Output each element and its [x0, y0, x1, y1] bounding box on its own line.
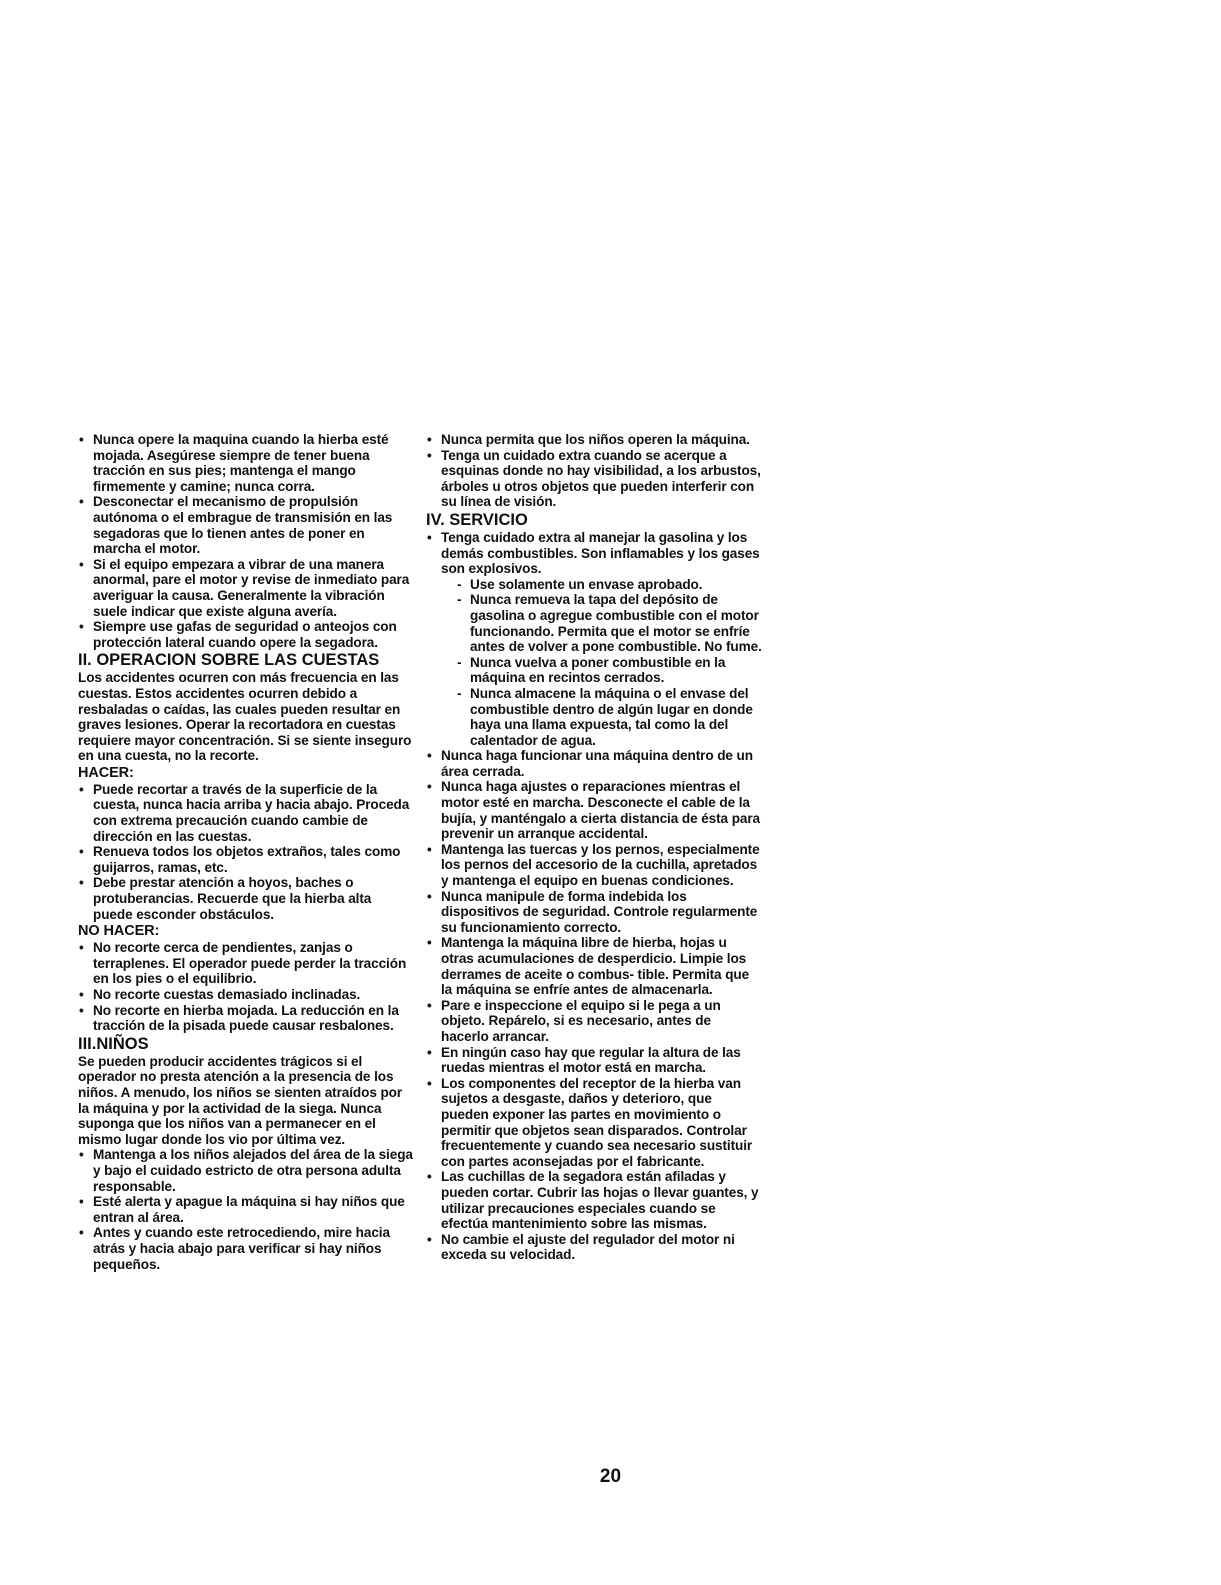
list-item: • Mantenga a los niños alejados del área de la siega y bajo el cuidado estricto de otra persona adulta responsable.	[78, 1147, 414, 1194]
subheading-dont: NO HACER:	[78, 923, 160, 940]
children-list	[78, 1147, 414, 1272]
dash-item: - Nunca almacene la máquina o el envase del combustible dentro de algún lugar en donde haya una llama expuesta, tal como la del calentador de agua.	[457, 686, 762, 748]
list-item: • Nunca manipule de forma indebida los dispositivos de seguridad. Controle regularmente su funcionamiento correcto.	[426, 889, 762, 936]
section-heading-children: III.NIÑOS	[78, 1034, 149, 1053]
list-item: • Renueva todos los objetos extraños, tales como guijarros, ramas, etc.	[78, 844, 414, 875]
fuel-dash-list	[441, 577, 762, 749]
do-list	[78, 782, 414, 922]
section-paragraph-children: Se pueden producir accidentes trágicos si el operador no presta atención a la presencia de los niños. A menudo, los niños se sienten atraídos por la máquina y por la actividad de la siega. Nunca suponga que los niños van a permanecer en el mismo lugar donde los vio por última vez.	[78, 1053, 403, 1147]
dash-item: - Use solamente un envase aprobado.	[457, 577, 762, 593]
list-item: • Esté alerta y apague la máquina si hay niños que entran al área.	[78, 1194, 414, 1225]
subheading-do: HACER:	[78, 764, 134, 781]
right-intro-list	[426, 432, 762, 510]
list-item: • Las cuchillas de la segadora están afiladas y pueden cortar. Cubrir las hojas o llevar guantes, y utilizar precauciones especiales cuando se efectúa mantenimiento sobre las mismas.	[426, 1169, 762, 1231]
list-item	[426, 530, 762, 748]
list-item: • Nunca permita que los niños operen la máquina.	[426, 432, 762, 448]
list-item: • En ningún caso hay que regular la altura de las ruedas mientras el motor está en marcha.	[426, 1045, 762, 1076]
list-item: • No recorte cerca de pendientes, zanjas o terraplenes. El operador puede perder la tracción en los pies o el equilibrio.	[78, 940, 414, 987]
list-item: • Puede recortar a través de la superficie de la cuesta, nunca hacia arriba y hacia abajo. Proceda con extrema precaución cuando cambie de dirección en las cuestas.	[78, 782, 414, 844]
list-item: • Si el equipo empezara a vibrar de una manera anormal, pare el motor y revise de inmediato para averiguar la causa. Generalmente la vibración suele indicar que existe alguna avería.	[78, 557, 414, 619]
list-item: • Nunca opere la maquina cuando la hierba esté mojada. Asegúrese siempre de tener buena tracción en sus pies; mantenga el mango firmemente y camine; nunca corra.	[78, 432, 414, 494]
list-item: • Nunca haga funcionar una máquina dentro de un área cerrada.	[426, 748, 762, 779]
service-list	[426, 748, 762, 1263]
list-item: • No recorte en hierba mojada. La reducción en la tracción de la pisada puede causar resbalones.	[78, 1003, 414, 1034]
list-item: • No recorte cuestas demasiado inclinadas.	[78, 987, 414, 1003]
section-paragraph-slopes: Los accidentes ocurren con más frecuencia en las cuestas. Estos accidentes ocurren debido a resbaladas o caídas, las cuales pueden resultar en graves lesiones. Operar la recortadora en cuestas requiere mayor concentración. Si se siente inseguro en una cuesta, no la recorte.	[78, 670, 412, 764]
list-item: • Siempre use gafas de seguridad o anteojos con protección lateral cuando opere la segadora.	[78, 619, 414, 650]
list-item: • Nunca haga ajustes o reparaciones mientras el motor esté en marcha. Desconecte el cable de la bujía, y manténgalo a cierta distancia de ésta para prevenir un arranque accidental.	[426, 779, 762, 841]
list-item: • Mantenga las tuercas y los pernos, especialmente los pernos del accesorio de la cuchilla, apretados y mantenga el equipo en buenas condiciones.	[426, 842, 762, 889]
list-item: • No cambie el ajuste del regulador del motor ni exceda su velocidad.	[426, 1232, 762, 1263]
right-column	[426, 432, 762, 1263]
list-item: • Debe prestar atención a hoyos, baches o protuberancias. Recuerde que la hierba alta puede esconder obstáculos.	[78, 875, 414, 922]
list-item: • Los componentes del receptor de la hierba van sujetos a desgaste, daños y deterioro, que pueden exponer las partes en movimiento o permitir que objetos sean disparados. Controlar frecuentemente y cuando sea necesario sustituir con partes aconsejadas por el fabricante.	[426, 1076, 762, 1170]
left-column	[78, 432, 414, 1272]
section-heading-service: IV. SERVICIO	[426, 510, 528, 529]
dash-item: - Nunca remueva la tapa del depósito de gasolina o agregue combustible con el motor funcionando. Permita que el motor se enfríe antes de volver a pone combustible. No fume.	[457, 592, 762, 654]
left-intro-list	[78, 432, 414, 650]
fuel-bullet-text: Tenga cuidado extra al manejar la gasolina y los demás combustibles. Son inflamables y los gases son explosivos.	[441, 529, 760, 577]
dash-item: - Nunca vuelva a poner combustible en la máquina en recintos cerrados.	[457, 655, 762, 686]
list-item: • Tenga un cuidado extra cuando se acerque a esquinas donde no hay visibilidad, a los arbustos, árboles u otros objetos que pueden interferir con su línea de visión.	[426, 448, 762, 510]
list-item: • Mantenga la máquina libre de hierba, hojas u otras acumulaciones de desperdicio. Limpie los derrames de aceite o combus- tible. Permita que la máquina se enfríe antes de almacenarla.	[426, 935, 762, 997]
list-item: • Pare e inspeccione el equipo si le pega a un objeto. Repárelo, si es necesario, antes de hacerlo arrancar.	[426, 998, 762, 1045]
page-number: 20	[599, 1466, 622, 1487]
section-heading-slopes: II. OPERACION SOBRE LAS CUESTAS	[78, 651, 380, 670]
fuel-list	[426, 530, 762, 748]
list-item: • Desconectar el mecanismo de propulsión autónoma o el embrague de transmisión en las segadoras que lo tienen antes de poner en marcha el motor.	[78, 494, 414, 556]
list-item: • Antes y cuando este retrocediendo, mire hacia atrás y hacia abajo para verificar si hay niños pequeños.	[78, 1225, 414, 1272]
dont-list	[78, 940, 414, 1034]
